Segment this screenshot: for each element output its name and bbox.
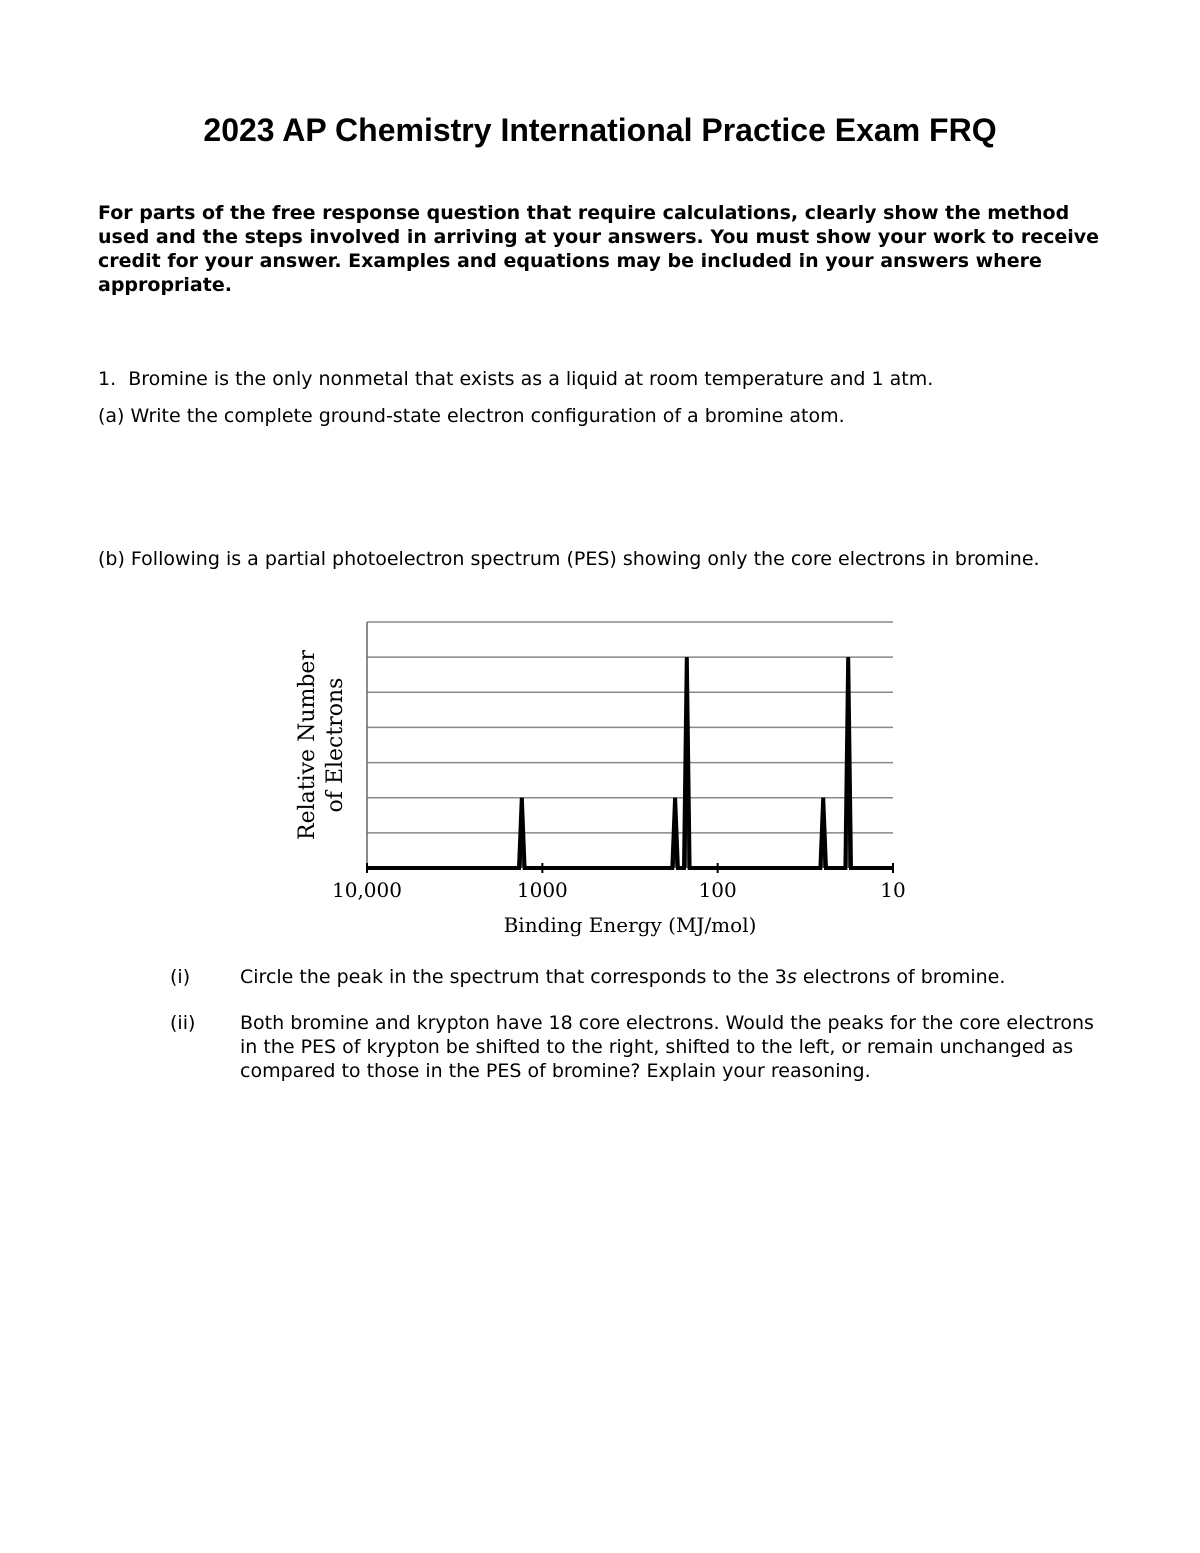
instructions-text: For parts of the free response question that require calculations, clearly show the method used and the steps involved in arriving at your answers. You must show your work to receive credit for your answer. Examples and equations may be included in your answers where appropriate. [98, 202, 1100, 296]
orbital-s-label: s [786, 966, 797, 988]
question-1-text: Bromine is the only nonmetal that exists as a liquid at room temperature and 1 atm. [128, 368, 934, 390]
question-number: 1. [98, 368, 117, 390]
x-tick-label-3: 10 [880, 878, 906, 902]
y-axis-label-line-1: Relative Number [295, 650, 320, 840]
chart-gridlines [367, 622, 893, 833]
sub-question-i-number: (i) [170, 966, 191, 988]
x-tick-labels [332, 878, 906, 902]
pes-chart [280, 600, 920, 950]
sub-question-i-text-start: Circle the peak in the spectrum that corresponds to the 3 [240, 966, 787, 988]
question-1a: (a) Write the complete ground-state electron configuration of a bromine atom. [98, 405, 845, 427]
question-1 [98, 367, 933, 391]
x-tick-label-1: 1000 [516, 878, 568, 902]
x-tick-label-2: 100 [698, 878, 737, 902]
sub-question-ii-text: Both bromine and krypton have 18 core electrons. Would the peaks for the core electrons in the PES of krypton be shifted to the right, shifted to the left, or remain unchanged as compared to those in the PES of bromine? Explain your reasoning. [240, 1012, 1094, 1082]
x-tick-label-0: 10,000 [332, 878, 402, 902]
y-axis-label-line-2: of Electrons [323, 677, 348, 813]
x-axis-label: Binding Energy (MJ/mol) [503, 913, 757, 937]
question-1b: (b) Following is a partial photoelectron spectrum (PES) showing only the core electrons in bromine. [98, 548, 1040, 570]
sub-question-ii-number: (ii) [170, 1012, 196, 1034]
sub-question-i-text-end: electrons of bromine. [796, 966, 1006, 988]
page-title: 2023 AP Chemistry International Practice Exam FRQ [203, 112, 997, 148]
sub-question-i-text [240, 965, 1100, 989]
